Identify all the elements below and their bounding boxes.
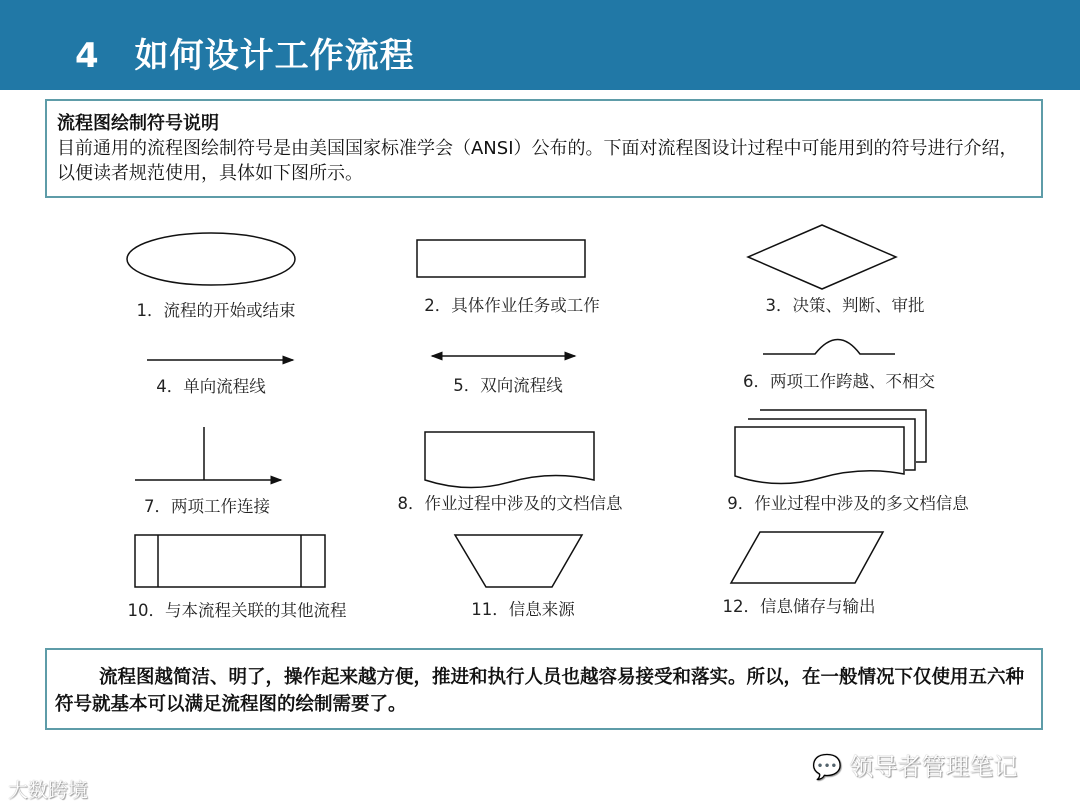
intro-heading: 流程图绘制符号说明 <box>57 113 219 134</box>
symbol-label: 9．作业过程中涉及的多文档信息 <box>727 494 969 513</box>
summary-box <box>45 648 1043 730</box>
process-symbol <box>417 240 585 277</box>
symbol-label: 1．流程的开始或结束 <box>136 301 296 320</box>
symbol-label: 6．两项工作跨越、不相交 <box>743 372 935 391</box>
corner-watermark <box>8 774 88 803</box>
data-io-symbol <box>731 532 883 583</box>
crossover-line-symbol <box>763 340 895 355</box>
symbol-label: 7．两项工作连接 <box>144 497 270 516</box>
decision-symbol <box>748 225 896 289</box>
terminator-symbol <box>127 233 295 285</box>
wechat-icon: 💬 <box>812 753 850 781</box>
page-title: 4 如何设计工作流程 <box>75 36 415 76</box>
symbol-label: 8．作业过程中涉及的文档信息 <box>397 494 623 513</box>
manual-input-symbol <box>455 535 582 587</box>
symbol-label: 4．单向流程线 <box>156 377 266 396</box>
watermark-text: 领导者管理笔记 <box>849 753 1018 781</box>
predefined-process-symbol <box>135 535 325 587</box>
summary-text: 流程图越简洁、明了，操作起来越方便，推进和执行人员也越容易接受和落实。所以，在一般情况下仅使用五六种符号就基本可以满足流程图的绘制需要了。 <box>55 667 1025 715</box>
document-symbol <box>425 432 594 488</box>
symbol-label: 10．与本流程关联的其他流程 <box>127 601 347 620</box>
symbol-label: 3．决策、判断、审批 <box>765 296 925 315</box>
symbol-label: 2．具体作业任务或工作 <box>424 296 600 315</box>
symbol-label: 12．信息储存与输出 <box>722 597 876 616</box>
symbol-label: 5．双向流程线 <box>453 376 563 395</box>
intro-body: 目前通用的流程图绘制符号是由美国国家标准学会（ANSI）公布的。下面对流程图设计过程中可能用到的符号进行介绍，以便读者规范使用，具体如下图所示。 <box>57 138 1018 184</box>
connection-line-symbol <box>135 427 281 480</box>
multi-document-symbol <box>735 410 926 484</box>
symbol-label: 11．信息来源 <box>471 600 575 619</box>
watermark-text: 大数跨境 <box>8 778 88 802</box>
wechat-watermark <box>812 747 1018 782</box>
